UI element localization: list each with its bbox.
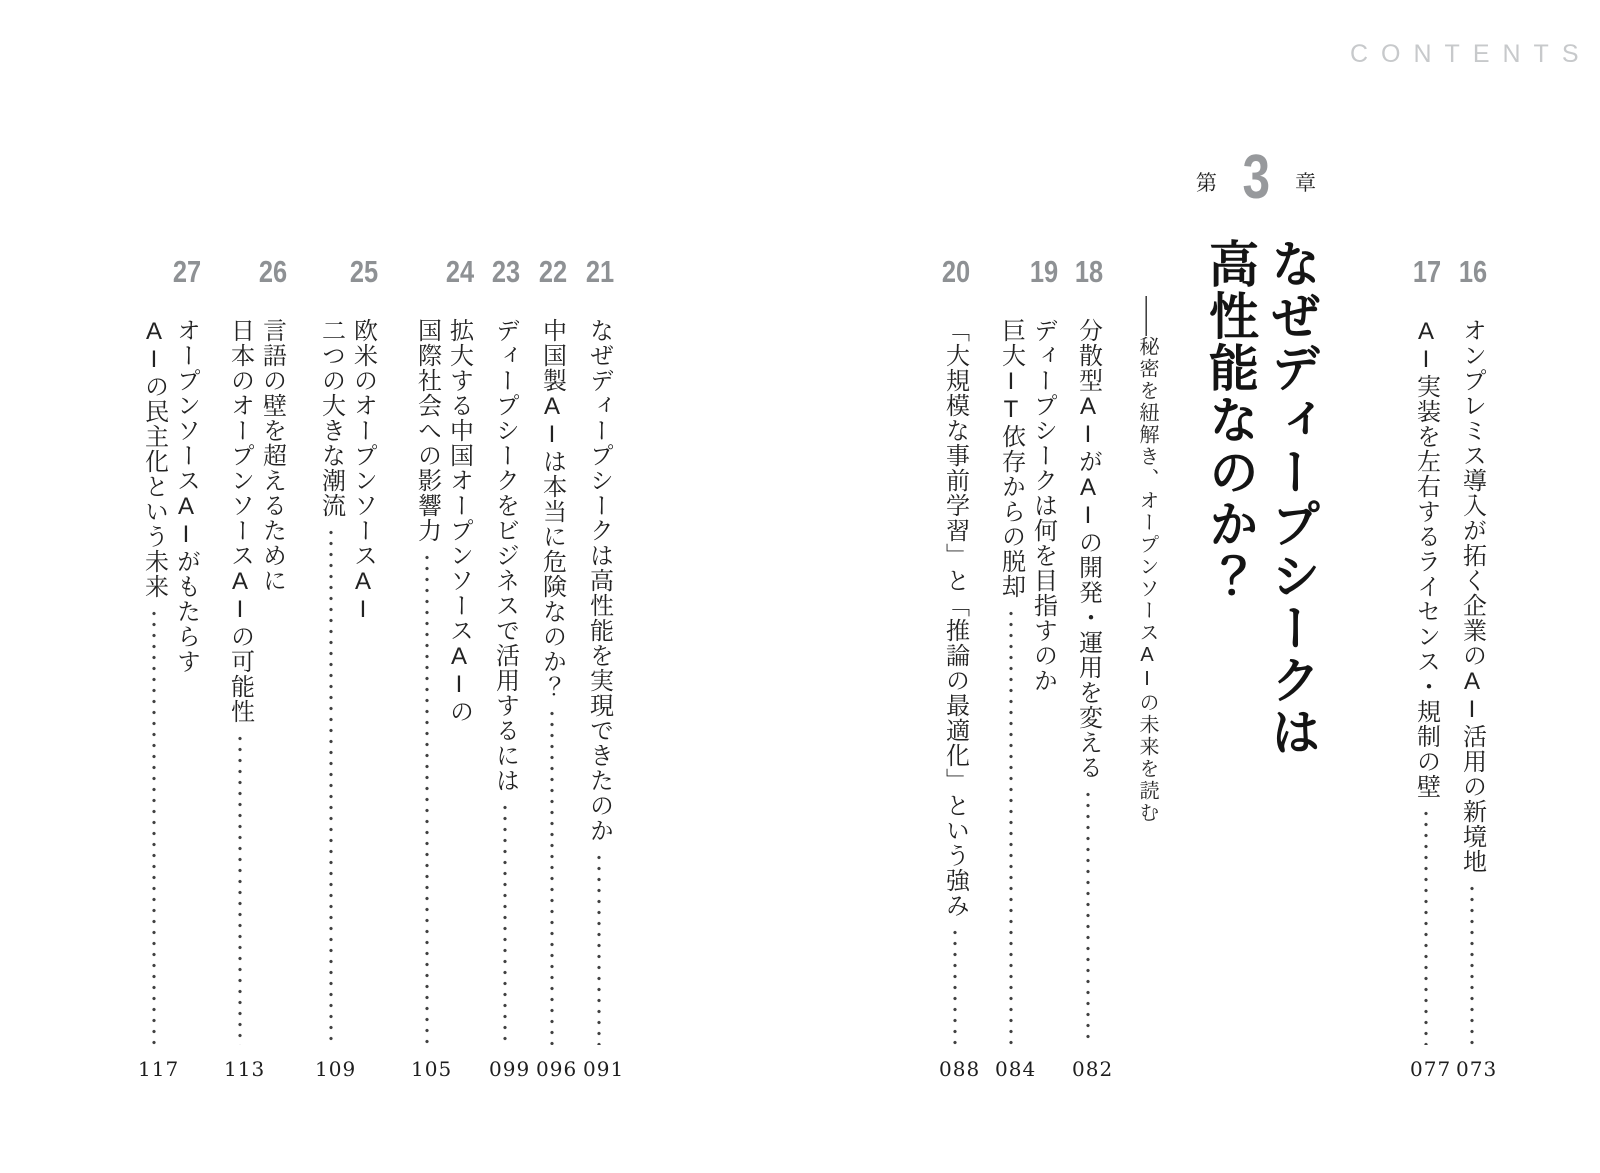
dot-leader (1410, 808, 1442, 1045)
chapter-number: 3 (1242, 143, 1270, 212)
toc-item-page: 109 (315, 1057, 357, 1081)
toc-item-title: 欧米のオープンソースAI (349, 318, 377, 624)
toc-item-number: 23 (491, 254, 521, 289)
toc-item-number: 18 (1074, 254, 1104, 289)
dot-leader (939, 927, 971, 1045)
toc-item-21 (583, 254, 625, 1081)
chapter-suffix: 章 (1294, 172, 1316, 195)
toc-item-title: ディープシークは何を目指すのか (1029, 318, 1057, 693)
toc-item-23 (489, 254, 531, 1081)
toc-item-page: 117 (138, 1057, 180, 1081)
toc-item-number: 21 (585, 254, 615, 289)
toc-item-number: 24 (445, 254, 475, 289)
chapter-title-line-1: なぜディープシークは (1264, 238, 1320, 758)
toc-item-25 (315, 254, 379, 1081)
toc-item-title-line-2: 国際社会への影響力 (413, 318, 441, 543)
toc-item-number: 25 (349, 254, 379, 289)
toc-item-24 (411, 254, 475, 1081)
dot-leader (1456, 883, 1488, 1045)
toc-item-title: 「大規模な事前学習」と「推論の最適化」という強み (941, 318, 969, 918)
toc-item-number: 26 (258, 254, 288, 289)
toc-item-26 (224, 254, 288, 1081)
toc-item-number: 20 (941, 254, 971, 289)
toc-item-page: 082 (1072, 1057, 1114, 1081)
contents-running-head: CONTENTS (1350, 40, 1592, 68)
toc-item-title: 言語の壁を超えるために (258, 318, 286, 593)
toc-item-page: 105 (411, 1057, 453, 1081)
toc-item-page: 091 (583, 1057, 625, 1081)
chapter-subtitle (1130, 296, 1164, 824)
chapter-marker (1196, 143, 1316, 212)
toc-item-title: 拡大する中国オープンソースAIの (445, 318, 473, 724)
toc-item-17 (1410, 254, 1452, 1081)
toc-item-22 (536, 254, 578, 1081)
subtitle-text: 秘密を紐解き、オープンソースAIの未来を読む (1136, 336, 1158, 824)
toc-item-title-line-2: AIの民主化という未来 (140, 318, 168, 599)
chapter-title-line-2: 高性能なのか？ (1202, 238, 1258, 602)
toc-item-number: 16 (1458, 254, 1488, 289)
toc-item-title: オープンソースAIがもたらす (172, 318, 200, 674)
toc-item-number: 17 (1412, 254, 1442, 289)
toc-item-18 (1072, 254, 1114, 1081)
toc-item-page: 113 (224, 1057, 266, 1081)
toc-item-19 (995, 254, 1059, 1081)
toc-item-page: 088 (939, 1057, 981, 1081)
toc-item-title: オンプレミス導入が拓く企業のAI活用の新境地 (1458, 318, 1486, 874)
toc-item-title: ディープシークをビジネスで活用するには (491, 318, 519, 793)
dot-leader (583, 852, 615, 1045)
toc-item-title: 分散型AIがAIの開発・運用を変える (1074, 318, 1102, 780)
toc-item-16 (1456, 254, 1498, 1081)
toc-item-title: なぜディープシークは高性能を実現できたのか (585, 318, 613, 843)
dot-leader (1072, 789, 1104, 1045)
toc-item-title-line-2: 二つの大きな潮流 (317, 318, 345, 518)
toc-item-title-line-2: 日本のオープンソースAIの可能性 (226, 318, 254, 724)
toc-item-page: 096 (536, 1057, 578, 1081)
toc-item-page: 084 (995, 1057, 1037, 1081)
dot-leader (224, 733, 256, 1045)
dot-leader (995, 608, 1027, 1045)
dot-leader (138, 608, 170, 1045)
toc-item-number: 22 (538, 254, 568, 289)
toc-item-number: 19 (1029, 254, 1059, 289)
dot-leader (411, 552, 443, 1045)
toc-item-page: 073 (1456, 1057, 1498, 1081)
toc-item-title-line-2: 巨大IT依存からの脱却 (997, 318, 1025, 599)
toc-item-number: 27 (172, 254, 202, 289)
toc-item-20 (939, 254, 981, 1081)
dot-leader (536, 708, 568, 1045)
toc-item-27 (138, 254, 202, 1081)
chapter-title (1199, 238, 1323, 758)
toc-item-title: AI実装を左右するライセンス・規制の壁 (1412, 318, 1440, 799)
dot-leader (489, 802, 521, 1045)
toc-item-title: 中国製AIは本当に危険なのか？ (538, 318, 566, 699)
subtitle-dash: ―― (1136, 296, 1158, 336)
dot-leader (315, 527, 347, 1045)
toc-item-page: 077 (1410, 1057, 1452, 1081)
chapter-prefix: 第 (1196, 172, 1217, 195)
toc-item-page: 099 (489, 1057, 531, 1081)
